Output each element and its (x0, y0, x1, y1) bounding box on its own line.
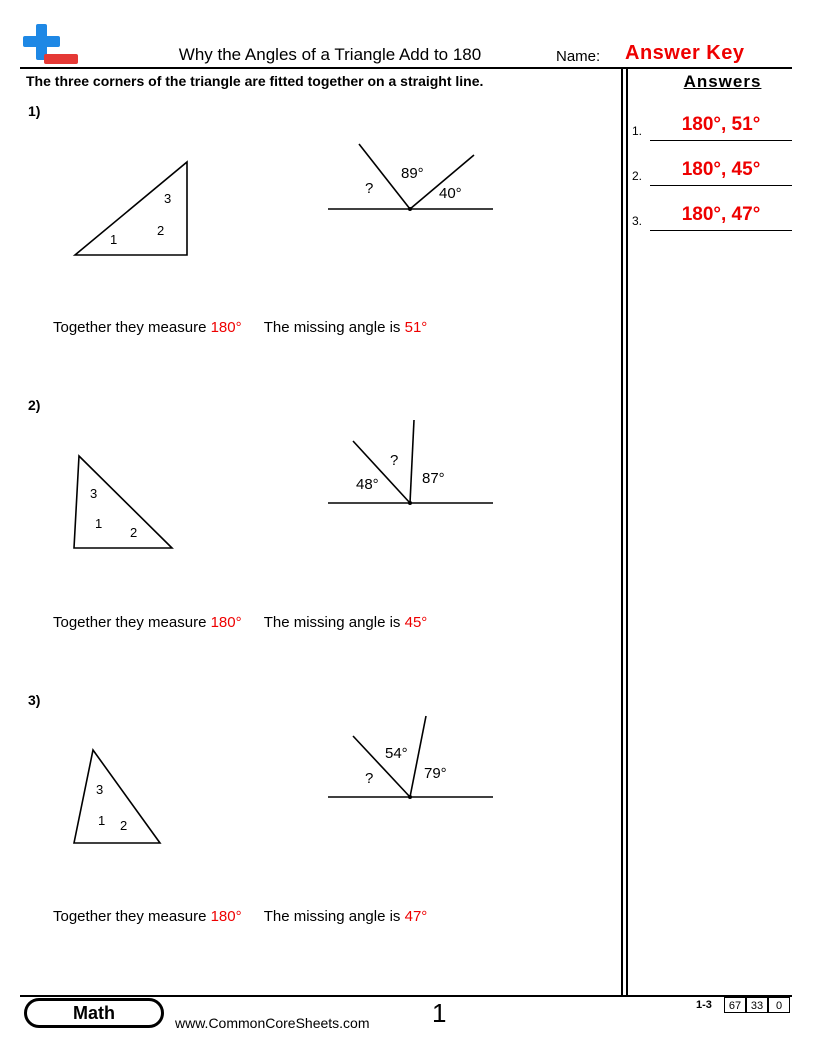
problem-sentence: Together they measure 180° The missing angle is 51° (53, 319, 428, 336)
column-divider-left (621, 69, 623, 995)
answer-number: 2. (632, 169, 643, 183)
angle-label: ? (365, 180, 374, 197)
triangle-figure (68, 452, 178, 554)
triangle-label: 1 (110, 232, 118, 247)
problem-number: 2) (28, 397, 41, 413)
triangle-label: 2 (120, 818, 128, 833)
straight-line-angles-figure (325, 416, 497, 512)
problem-sentence: Together they measure 180° The missing angle is 45° (53, 614, 428, 631)
column-divider-right (626, 69, 628, 995)
missing-angle-answer: 47° (404, 908, 428, 925)
instructions: The three corners of the triangle are fitted together on a straight line. (26, 73, 484, 89)
logo-plus-minus-icon (20, 22, 82, 68)
triangle-label: 3 (90, 486, 98, 501)
page-title: Why the Angles of a Triangle Add to 180 (178, 45, 482, 64)
triangle-label: 3 (96, 782, 104, 797)
answer-row (632, 202, 792, 228)
straight-line-angles-figure (325, 140, 497, 220)
name-label: Name: (556, 48, 601, 65)
answer-row (632, 157, 792, 183)
angle-label: 79° (424, 765, 447, 782)
score-box: 0 (768, 997, 790, 1013)
answer-underline (650, 185, 792, 186)
answer-value: 180°, 47° (681, 204, 761, 225)
problem-number: 1) (28, 103, 41, 119)
answer-value: 180°, 45° (681, 159, 761, 180)
straight-line-angles-figure (325, 712, 497, 806)
answer-number: 1. (632, 124, 643, 138)
answer-number: 3. (632, 214, 643, 228)
triangle-figure (70, 155, 195, 260)
triangle-label: 1 (95, 516, 103, 531)
answer-underline (650, 230, 792, 231)
footer-divider (20, 995, 792, 997)
answer-value: 180°, 51° (681, 114, 761, 135)
angle-label: 89° (401, 165, 424, 182)
angle-label: ? (390, 452, 399, 469)
answer-underline (650, 140, 792, 141)
problem-number: 3) (28, 692, 41, 708)
score-box: 33 (746, 997, 768, 1013)
angle-label: ? (365, 770, 374, 787)
total-angle-answer: 180° (210, 319, 242, 336)
answer-row (632, 112, 792, 138)
triangle-figure (68, 745, 168, 849)
missing-angle-answer: 51° (404, 319, 428, 336)
problem-sentence: Together they measure 180° The missing angle is 47° (53, 908, 428, 925)
score-range: 1-3 (696, 999, 712, 1011)
answers-heading: Answers (683, 72, 762, 91)
angle-label: 54° (385, 745, 408, 762)
angle-label: 48° (356, 476, 379, 493)
triangle-label: 2 (130, 525, 138, 540)
missing-angle-answer: 45° (404, 614, 428, 631)
angle-label: 40° (439, 185, 462, 202)
total-angle-answer: 180° (210, 908, 242, 925)
subject-badge: Math (24, 998, 164, 1028)
website-link[interactable]: www.CommonCoreSheets.com (175, 1015, 370, 1031)
angle-label: 87° (422, 470, 445, 487)
page-number: 1 (432, 998, 447, 1028)
triangle-label: 3 (164, 191, 172, 206)
triangle-label: 2 (157, 223, 165, 238)
triangle-label: 1 (98, 813, 106, 828)
header-divider (20, 67, 792, 69)
score-box: 67 (724, 997, 746, 1013)
answer-key-label: Answer Key (625, 42, 745, 64)
total-angle-answer: 180° (210, 614, 242, 631)
